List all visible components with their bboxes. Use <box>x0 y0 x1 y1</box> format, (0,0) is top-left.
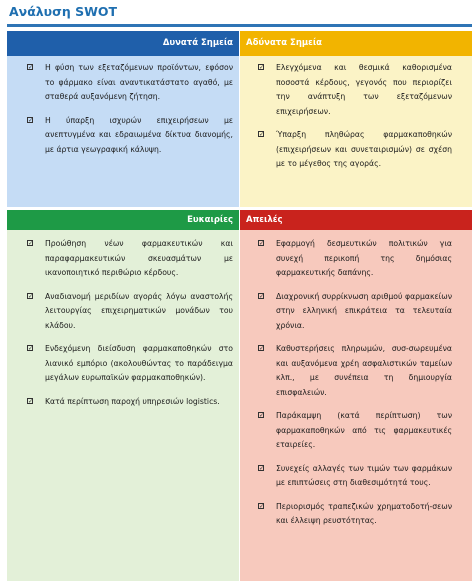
threats-item-text: Συνεχείς αλλαγές των τιμών των φαρμάκων με επιπτώσεις στη διαθεσιμότητά τους. <box>276 463 452 487</box>
threats-quadrant <box>240 210 472 581</box>
threats-item <box>258 409 452 453</box>
weaknesses-item <box>258 128 452 172</box>
weaknesses-item-text: Ελεγχόμενα και θεσμικά καθορισμένα ποσοστά κέρδους, γεγονός που περιορίζει την ανάπτυξη των εξεταζόμενων επιχειρήσεων. <box>276 63 452 116</box>
title-divider <box>7 24 472 27</box>
strengths-quadrant <box>7 31 239 207</box>
strengths-list <box>7 56 239 157</box>
threats-item <box>258 290 452 334</box>
threats-item-text: Παράκαμψη (κατά περίπτωση) των φαρμακαποθηκών από τις φαρμακευτικές εταιρείες. <box>276 411 452 449</box>
threats-item-text: Καθυστερήσεις πληρωμών, συσ-σωρευμένα και αυξανόμενα χρέη ασφαλιστικών ταμείων κλπ., με συνέπεια τη δημιουργία επισφαλειών. <box>276 344 452 397</box>
checkbox-icon: ✓ <box>259 412 265 419</box>
checkbox-icon: ✓ <box>259 345 265 352</box>
opportunities-item <box>27 290 233 334</box>
opportunities-header: Ευκαιρίες <box>7 210 239 230</box>
threats-item-text: Περιορισμός τραπεζικών χρηματοδοτή-σεων και έλλειψη ρευστότητας. <box>276 501 452 525</box>
strengths-item-text: Η φύση των εξεταζόμενων προϊόντων, εφόσον το φάρμακο είναι αναντικατάστατο αγαθό, με σταθερά αυξανόμενη ζήτηση. <box>45 63 233 101</box>
threats-item <box>258 237 452 281</box>
threats-item-text: Εφαρμογή δεσμευτικών πολιτικών για συνεχή περικοπή της δημόσιας φαρμακευτικής δαπάνης. <box>276 239 452 277</box>
threats-header: Απειλές <box>240 210 472 230</box>
checkbox-icon: ✓ <box>28 116 34 124</box>
checkbox-icon: ✓ <box>259 464 265 472</box>
threats-item <box>258 500 452 529</box>
weaknesses-item-text: Ύπαρξη πληθώρας φαρμακαποθηκών (επιχειρήσεων και συνεταιρισμών) σε σχέση με το μέγεθος της αγοράς. <box>276 130 452 168</box>
checkbox-icon: ✓ <box>28 397 34 405</box>
checkbox-icon: ✓ <box>259 131 265 138</box>
strengths-item <box>27 61 233 105</box>
weaknesses-item <box>258 61 452 119</box>
threats-item-text: Διαχρονική συρρίκνωση αριθμού φαρμακείων στην ελληνική επικράτεια τα τελευταία χρόνια. <box>276 291 452 330</box>
strengths-item-text: Η ύπαρξη ισχυρών επιχειρήσεων με ανεπτυγμένα και εδραιωμένα δίκτυα διανομής, με άρτια γεωγραφική κάλυψη. <box>45 115 233 154</box>
opportunities-item-text: Αναδιανομή μεριδίων αγοράς λόγω αναστολής λειτουργίας επιχειρηματικών μονάδων του κλάδου. <box>45 291 233 330</box>
checkbox-icon: ✓ <box>259 292 265 300</box>
threats-item <box>258 342 452 400</box>
opportunities-item-text: Κατά περίπτωση παροχή υπηρεσιών logistics. <box>45 396 220 406</box>
weaknesses-header: Αδύνατα Σημεία <box>240 31 472 56</box>
opportunities-item-text: Ενδεχόμενη διείσδυση φαρμακαποθηκών στο λιανικό εμπόριο (ακολουθώντας το παράδειγμα μεγάλων ευρωπαϊκών φαρμακαποθηκών). <box>45 344 233 382</box>
checkbox-icon: ✓ <box>259 64 265 71</box>
opportunities-item <box>27 342 233 386</box>
threats-item <box>258 462 452 491</box>
checkbox-icon: ✓ <box>28 240 34 247</box>
checkbox-icon: ✓ <box>28 292 34 300</box>
weaknesses-quadrant <box>240 31 472 207</box>
opportunities-quadrant <box>7 210 239 581</box>
checkbox-icon: ✓ <box>259 502 265 510</box>
page-title: Ανάλυση SWOT <box>9 4 118 19</box>
opportunities-item <box>27 237 233 281</box>
strengths-header: Δυνατά Σημεία <box>7 31 239 56</box>
checkbox-icon: ✓ <box>28 345 34 352</box>
checkbox-icon: ✓ <box>28 64 34 71</box>
threats-list <box>240 230 472 529</box>
checkbox-icon: ✓ <box>259 240 265 247</box>
strengths-item <box>27 114 233 158</box>
weaknesses-list <box>240 56 472 172</box>
opportunities-list <box>7 230 239 409</box>
opportunities-item <box>27 395 233 410</box>
opportunities-item-text: Προώθηση νέων φαρμακευτικών και παραφαρμακευτικών σκευασμάτων με ικανοποιητικό περιθώριο κέρδους. <box>45 239 233 277</box>
